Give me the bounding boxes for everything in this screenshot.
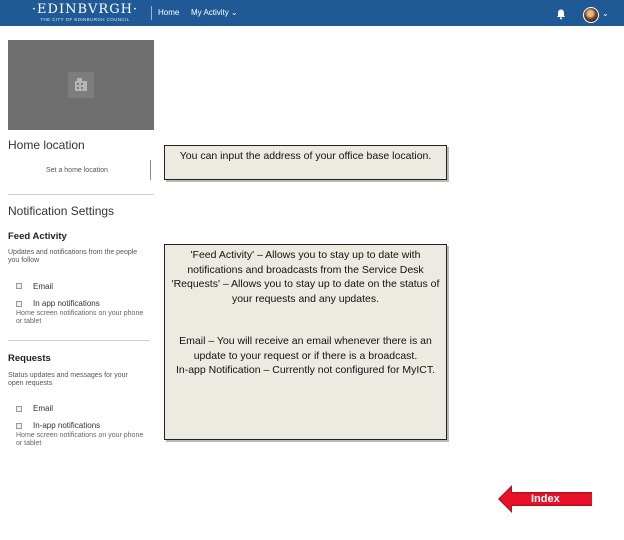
requests-inapp-checkbox[interactable] — [16, 423, 22, 429]
notification-settings-callout — [164, 244, 447, 440]
nav-divider — [151, 6, 152, 20]
feed-email-checkbox[interactable] — [16, 283, 22, 289]
feed-activity-heading: Feed Activity — [8, 231, 67, 242]
requests-inapp-description: Home screen notifications on your phone or tablet — [16, 432, 144, 447]
home-callout-text: You can input the address of your office base location. — [179, 150, 432, 162]
logo-subtitle: THE CITY OF EDINBURGH COUNCIL — [40, 17, 130, 22]
home-location-heading: Home location — [8, 138, 85, 152]
bell-icon[interactable] — [555, 8, 567, 20]
notification-settings-heading: Notification Settings — [8, 204, 115, 218]
index-button-label[interactable]: Index — [531, 493, 560, 505]
building-icon — [68, 72, 94, 98]
section-divider — [8, 194, 154, 195]
requests-callout-text: 'Requests' – Allows you to stay up to date on the status of your requests and any updates. — [171, 278, 440, 305]
feed-inapp-checkbox[interactable] — [16, 301, 22, 307]
requests-heading: Requests — [8, 353, 51, 364]
home-location-divider — [150, 160, 151, 180]
nav-my-activity-menu[interactable]: My Activity ⌄ — [191, 8, 238, 17]
requests-email-label: Email — [33, 404, 54, 413]
home-location-callout — [164, 145, 447, 180]
edinburgh-logo[interactable] — [26, 2, 144, 24]
logo-wordmark: ·EDINBVRGH· — [31, 2, 139, 17]
feed-activity-callout-text: 'Feed Activity' – Allows you to stay up to date with notifications and broadcasts from the Service Desk — [187, 249, 424, 276]
top-navigation-bar — [0, 0, 624, 26]
requests-inapp-label: In-app notifications — [33, 421, 101, 430]
feed-email-label: Email — [33, 282, 54, 291]
requests-email-checkbox[interactable] — [16, 406, 22, 412]
nav-home-link[interactable]: Home — [158, 8, 180, 17]
avatar[interactable] — [583, 7, 599, 23]
section-divider — [8, 340, 150, 341]
set-home-location-link[interactable]: Set a home location — [46, 167, 108, 174]
inapp-callout-text: In-app Notification – Currently not configured for MyICT. — [175, 364, 436, 376]
cover-image-placeholder — [8, 40, 154, 130]
feed-inapp-description: Home screen notifications on your phone or tablet — [16, 310, 144, 325]
feed-activity-description: Updates and notifications from the people you follow — [8, 249, 138, 264]
email-callout-text: Email – You will receive an email whenever there is an update to your request or if there is a broadcast. — [179, 335, 432, 362]
requests-description: Status updates and messages for your open requests — [8, 372, 128, 387]
chevron-down-icon[interactable]: ⌄ — [602, 9, 609, 18]
feed-inapp-label: In app notifications — [33, 299, 100, 308]
